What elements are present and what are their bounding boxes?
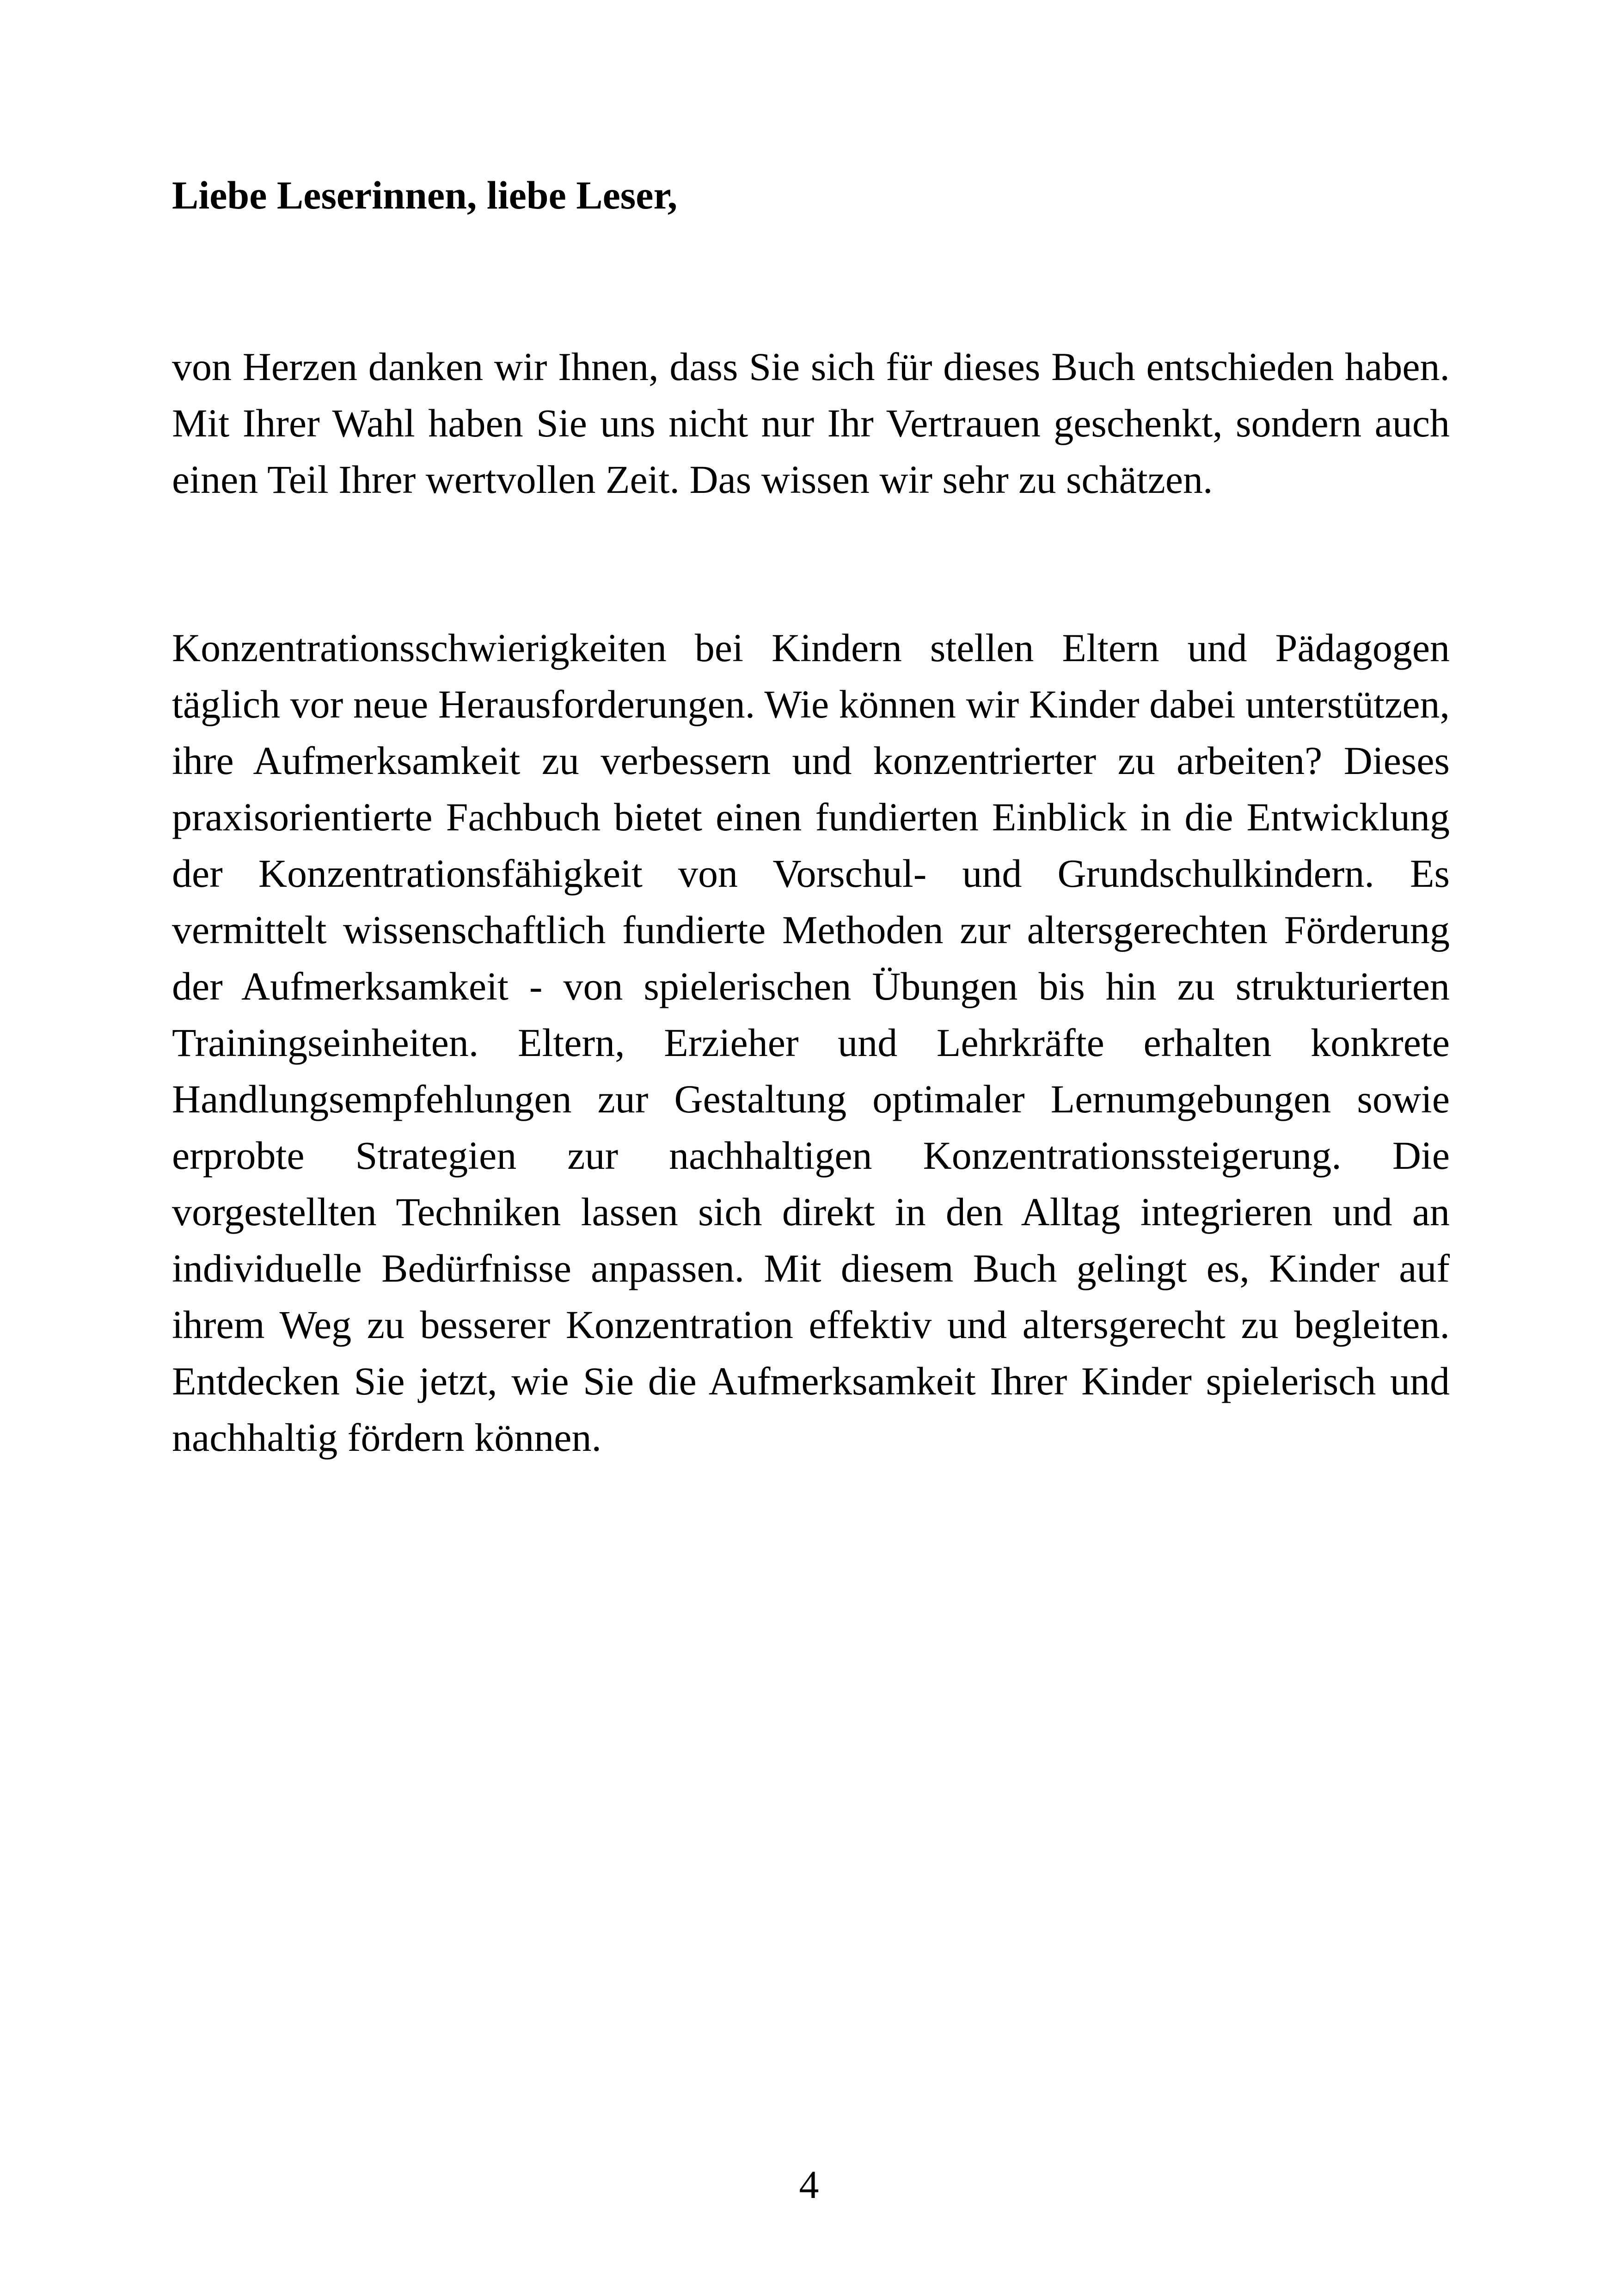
salutation-heading: Liebe Leserinnen, liebe Leser, <box>172 173 678 217</box>
intro-paragraph: von Herzen danken wir Ihnen, dass Sie sich für dieses Buch entschieden haben. Mit Ihrer Wahl haben Sie uns nicht nur Ihr Vertrauen geschenkt, sondern auch einen Teil Ihrer wertvollen Zeit. Das wissen wir sehr zu schätzen. <box>172 344 1450 502</box>
page-number: 4 <box>799 2162 819 2207</box>
body-paragraph: Konzentrationsschwierigkeiten bei Kindern stellen Eltern und Pädagogen täglich vor neue Herausforderungen. Wie können wir Kinder dabei unterstützen, ihre Aufmerksamkeit zu verbessern und konzentrierter zu arbeiten? Dieses praxisorientierte Fachbuch bietet einen fundierten Einblick in die Entwicklung der Konzentrationsfähigkeit von Vorschul- und Grundschulkindern. Es vermittelt wissenschaftlich fundierte Methoden zur altersgerechten Förderung der Aufmerksamkeit - von spielerischen Übungen bis hin zu strukturierten Trainingseinheiten. Eltern, Erzieher und Lehrkräfte erhalten konkrete Handlungsempfehlungen zur Gestaltung optimaler Lernumgebungen sowie erprobte Strategien zur nachhaltigen Konzentrationssteigerung. Die vorgestellten Techniken lassen sich direkt in den Alltag integrieren und an individuelle Bedürfnisse anpassen. Mit diesem Buch gelingt es, Kinder auf ihrem Weg zu besserer Konzentration effektiv und altersgerecht zu begleiten. Entdecken Sie jetzt, wie Sie die Aufmerksamkeit Ihrer Kinder spielerisch und nachhaltig fördern können. <box>172 626 1450 1460</box>
